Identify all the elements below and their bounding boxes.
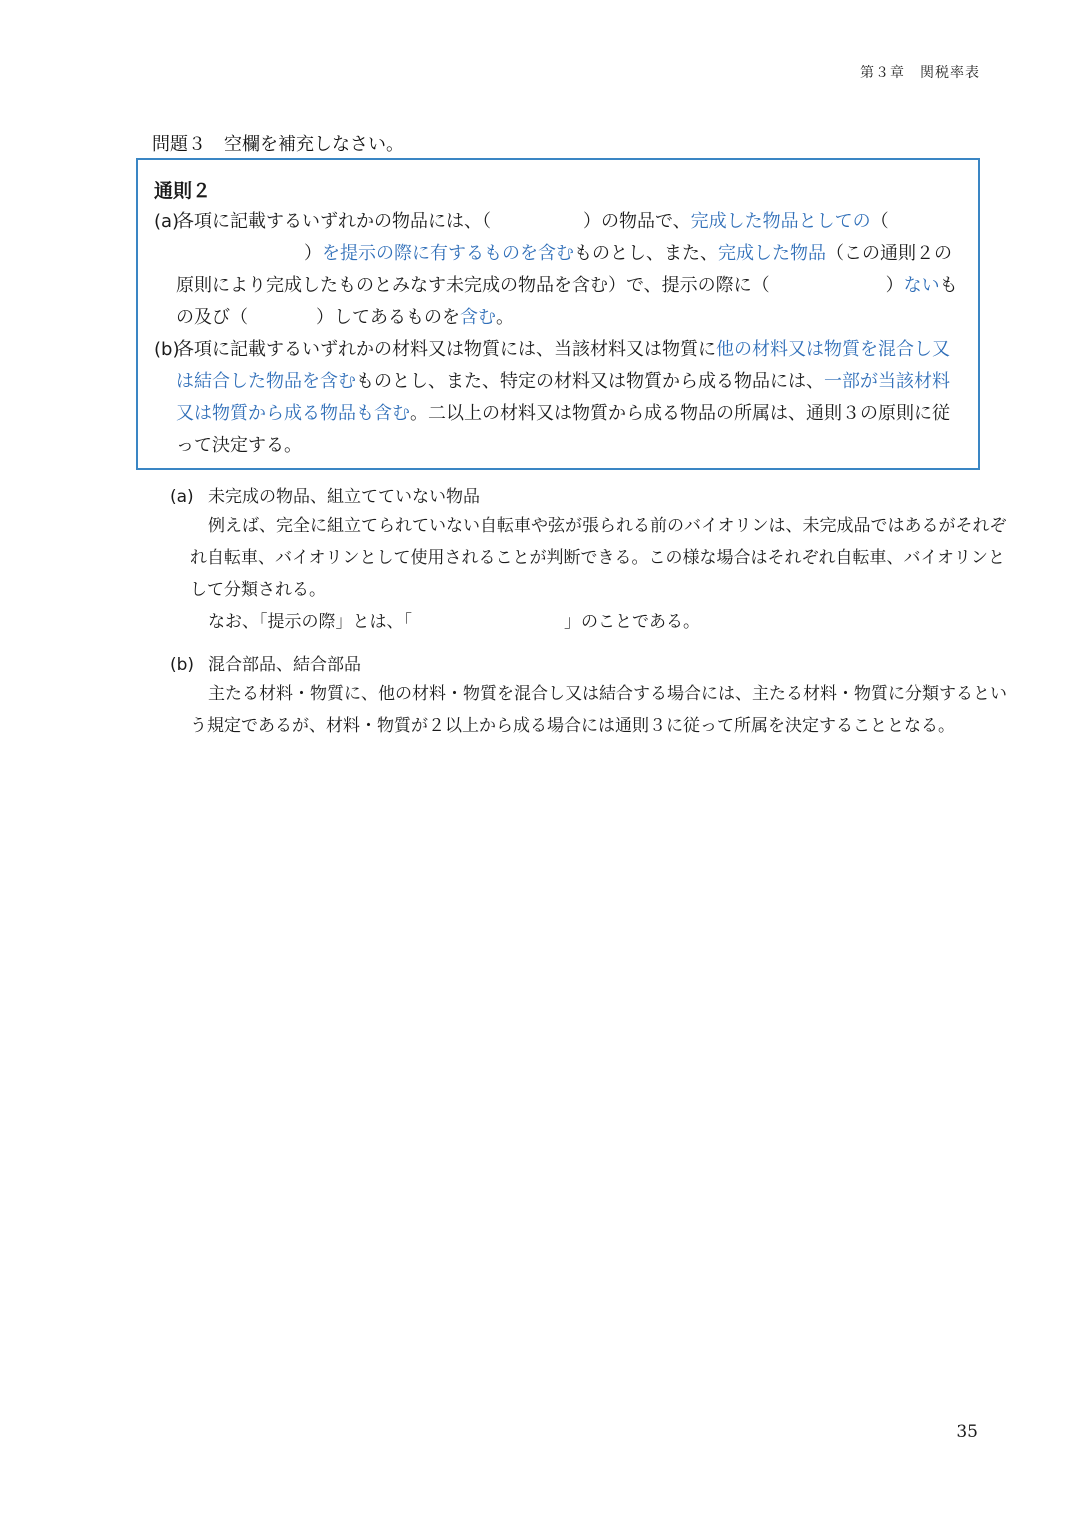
section-b-title: 混合部品、結合部品 xyxy=(208,655,361,675)
para-a-text-7: ） xyxy=(885,275,904,296)
section-a-body xyxy=(170,510,1010,638)
rule-title: 通則２ xyxy=(154,180,212,202)
para-a-text-2: ）の物品で、 xyxy=(583,211,691,232)
para-a-answer-5: 含む xyxy=(460,307,496,328)
para-a-answer-4: ない xyxy=(903,275,940,296)
chapter-header: 第３章 関税率表 xyxy=(860,65,980,81)
para-a-text-1: 各項に記載するいずれかの物品には、（ xyxy=(176,211,491,232)
para-a-text-4: ） xyxy=(304,243,322,264)
para-a-text-3: （ xyxy=(870,211,889,232)
para-b-label: (b) xyxy=(154,339,180,360)
para-a-text-6: （この通則２の原則により完成したものとみなす未完成の物品を含む）で、提示の際に（ xyxy=(176,243,952,296)
section-a-label: (a) xyxy=(170,487,194,507)
rule-para-b xyxy=(154,334,962,462)
para-b-answer-2: 一部が当該材料又は物質から成る物品も含む xyxy=(176,371,950,424)
section-a-heading xyxy=(170,482,480,507)
section-a-title: 未完成の物品、組立てていない物品 xyxy=(208,487,480,507)
section-b-paragraph-1: 主たる材料・物質に、他の材料・物質を混合し又は結合する場合には、主たる材料・物質に分類するという規定であるが、材料・物質が２以上から成る場合には通則３に従って所属を決定することとなる。 xyxy=(190,684,1007,736)
rule-box xyxy=(136,158,980,470)
section-b-body xyxy=(170,678,1010,742)
section-a-paragraph-2 xyxy=(190,606,1010,638)
para-b-text-1: 各項に記載するいずれかの材料又は物質には、当該材料又は物質に xyxy=(176,339,716,360)
para-b-text-2: ものとし、また、特定の材料又は物質から成る物品には、 xyxy=(356,371,824,392)
para-a-text-5: ものとし、また、 xyxy=(574,243,718,264)
para-a-answer-1: 完成した物品としての xyxy=(690,211,871,232)
para-a-text-10: 。 xyxy=(496,307,514,328)
section-a-p2-end: 」のことである。 xyxy=(564,612,700,632)
para-a-answer-2: を提示の際に有するものを含む xyxy=(322,243,574,264)
section-a-p2-start: なお、「提示の際」とは、「 xyxy=(208,612,412,632)
para-a-text-8: もの及び（ xyxy=(176,275,958,328)
section-a-paragraph-1: 例えば、完全に組立てられていない自転車や弦が張られる前のバイオリンは、未完成品ではあるがそれぞれ自転車、バイオリンとして使用されることが判断できる。この様な場合はそれぞれ自転車、バイオリンとして分類される。 xyxy=(190,516,1007,600)
section-b-label: (b) xyxy=(170,655,195,675)
para-a-answer-3: 完成した物品 xyxy=(718,243,826,264)
section-b-heading xyxy=(170,650,361,675)
para-a-text-9: ）してあるものを xyxy=(316,307,460,328)
page-number: 35 xyxy=(956,1422,978,1442)
para-b-text-3: 。二以上の材料又は物質から成る物品の所属は、通則３の原則に従って決定する。 xyxy=(176,403,950,456)
question-title: 問題３ 空欄を補充しなさい。 xyxy=(152,134,404,155)
para-b-answer-1: 他の材料又は物質を混合し又は結合した物品を含む xyxy=(176,339,950,392)
para-a-label: (a) xyxy=(154,211,180,232)
rule-para-a xyxy=(154,206,962,334)
